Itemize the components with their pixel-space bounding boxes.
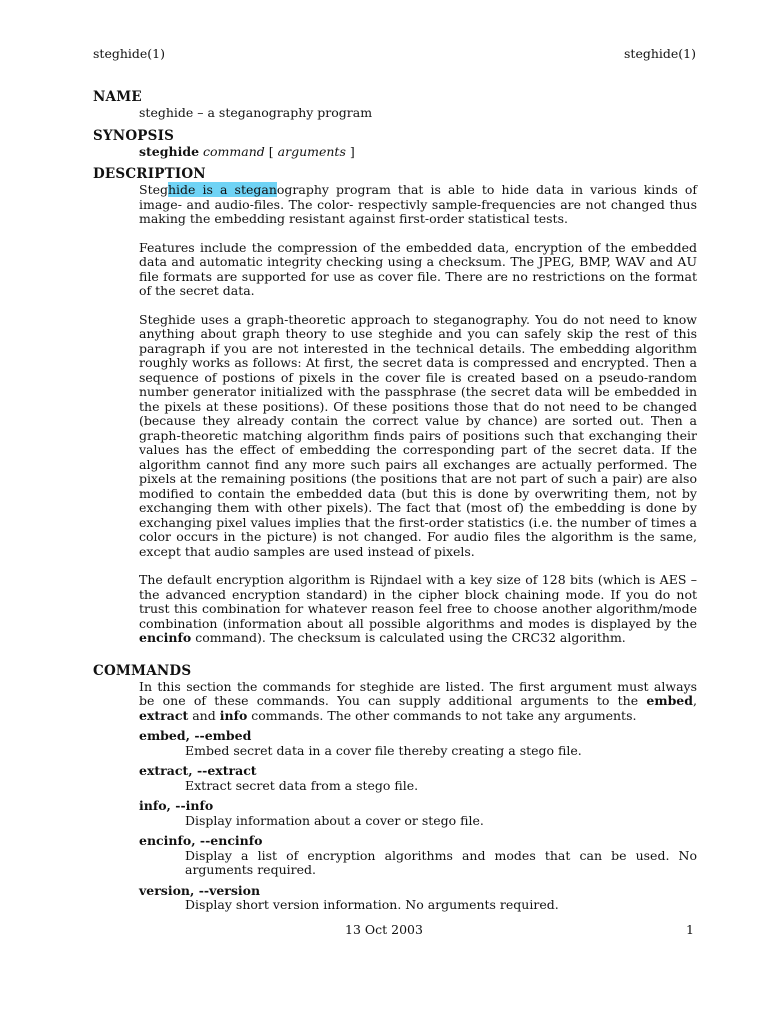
command-entry-version [93,884,697,913]
command-name: embed, --embed [139,728,252,743]
synopsis-bracket-open: [ [268,143,274,159]
command-name: version, --version [139,882,261,898]
section-commands-heading: COMMANDS [93,662,192,679]
synopsis-arg-arguments: arguments [277,143,346,159]
description-paragraph-1 [139,183,697,227]
command-entry-embed [93,729,697,758]
command-entry-extract [93,764,697,793]
command-description: Display a list of encryption algorithms and modes that can be used. No arguments required. [185,847,697,877]
commands-intro-info: info [219,707,248,723]
synopsis-arg-command: command [203,143,265,159]
commands-intro [139,680,697,724]
command-entry-encinfo [93,834,697,878]
description-paragraph-2: Features include the compression of the embedded data, encryption of the embedded data and automatic integrity checking using a checksum. The JPEG, BMP, WAV and AU file formats are supported for use as cover file. There are no restrictions on the format of the secret data. [139,239,697,298]
section-synopsis-heading: SYNOPSIS [93,127,175,144]
description-p1-start: Steg [139,182,168,197]
commands-intro-start: In this section the commands for steghide are listed. The first argument must always be one of these commands. You can supply additional arguments to the [139,678,697,708]
commands-intro-extract: extract [139,707,189,723]
header-left: steghide(1) [93,46,165,61]
command-entry-info [93,799,697,828]
description-p1-rest: ography program that is able to hide data in various kinds of image- and audio-files. The color- respectivly sample-frequencies are not changed thus making the embedding resistant against first-order statistical tests. [139,182,697,226]
command-description: Display information about a cover or stego file. [185,812,484,828]
command-description: Extract secret data from a stego file. [185,777,419,793]
text-selection-highlight: hide is a stegan [168,182,277,197]
footer-page-number: 1 [686,922,694,937]
description-paragraph-3: Steghide uses a graph-theoretic approach to steganography. You do not need to know anything about graph theory to use steghide and you can safely skip the rest of this paragraph if you are not interested in the technical details. The embedding algorithm roughly works as follows: At first, the secret data is compressed and encrypted. Then a sequence of postions of pixels in the cover file is created based on a pseudo-random number generator initialized with the passphrase (the secret data will be embedded in the pixels at these positions). Of these positions those that do not need to be changed (because they already contain the correct value by chance) are sorted out. Then a graph-theoretic matching algorithm finds pairs of positions such that exchanging their values has the effect of embedding the corresponding part of the secret data. If the algorithm cannot find any more such pairs all exchanges are actually performed. The pixels at the remaining positions (the positions that are not part of such a pair) are also modified to contain the embedded data (but this is done by overwriting them, not by exchanging them with other pixels). The fact that (most of) the embedding is done by exchanging pixel values implies that the first-order statistics (i.e. the number of times a color occurs in the picture) is not changed. For audio files the algorithm is the same, except that audio samples are used instead of pixels. [139,311,697,559]
footer-date: 13 Oct 2003 [345,922,423,937]
command-name: extract, --extract [139,763,257,778]
section-description-heading: DESCRIPTION [93,166,206,182]
synopsis-line [139,145,697,160]
command-description: Display short version information. No arguments required. [185,897,559,912]
description-p4-encinfo: encinfo [139,630,192,645]
synopsis-bracket-close: ] [349,143,355,159]
description-p4-rest: command). The checksum is calculated using the CRC32 algorithm. [195,630,626,645]
section-name-heading: NAME [93,89,142,105]
commands-intro-sep: , [693,693,697,708]
description-body [139,183,697,646]
command-description: Embed secret data in a cover file thereby creating a stego file. [185,742,582,758]
command-name: encinfo, --encinfo [139,833,263,848]
description-paragraph-4 [139,573,697,646]
content [93,88,697,913]
commands-intro-embed: embed [646,693,694,708]
header-right: steghide(1) [624,46,696,61]
commands-intro-rest: commands. The other commands to not take any arguments. [251,707,637,723]
command-name: info, --info [139,798,214,813]
description-p4-start: The default encryption algorithm is Rijndael with a key size of 128 bits (which is AES – the advanced encryption standard) in the cipher block chaining mode. If you do not trust this combination for whatever reason feel free to choose another algorithm/mode combination (information about all possible algorithms and modes is displayed by the [139,572,697,631]
synopsis-command: steghide [139,143,200,159]
name-text: steghide – a steganography program [139,105,373,120]
commands-intro-and: and [192,707,216,723]
